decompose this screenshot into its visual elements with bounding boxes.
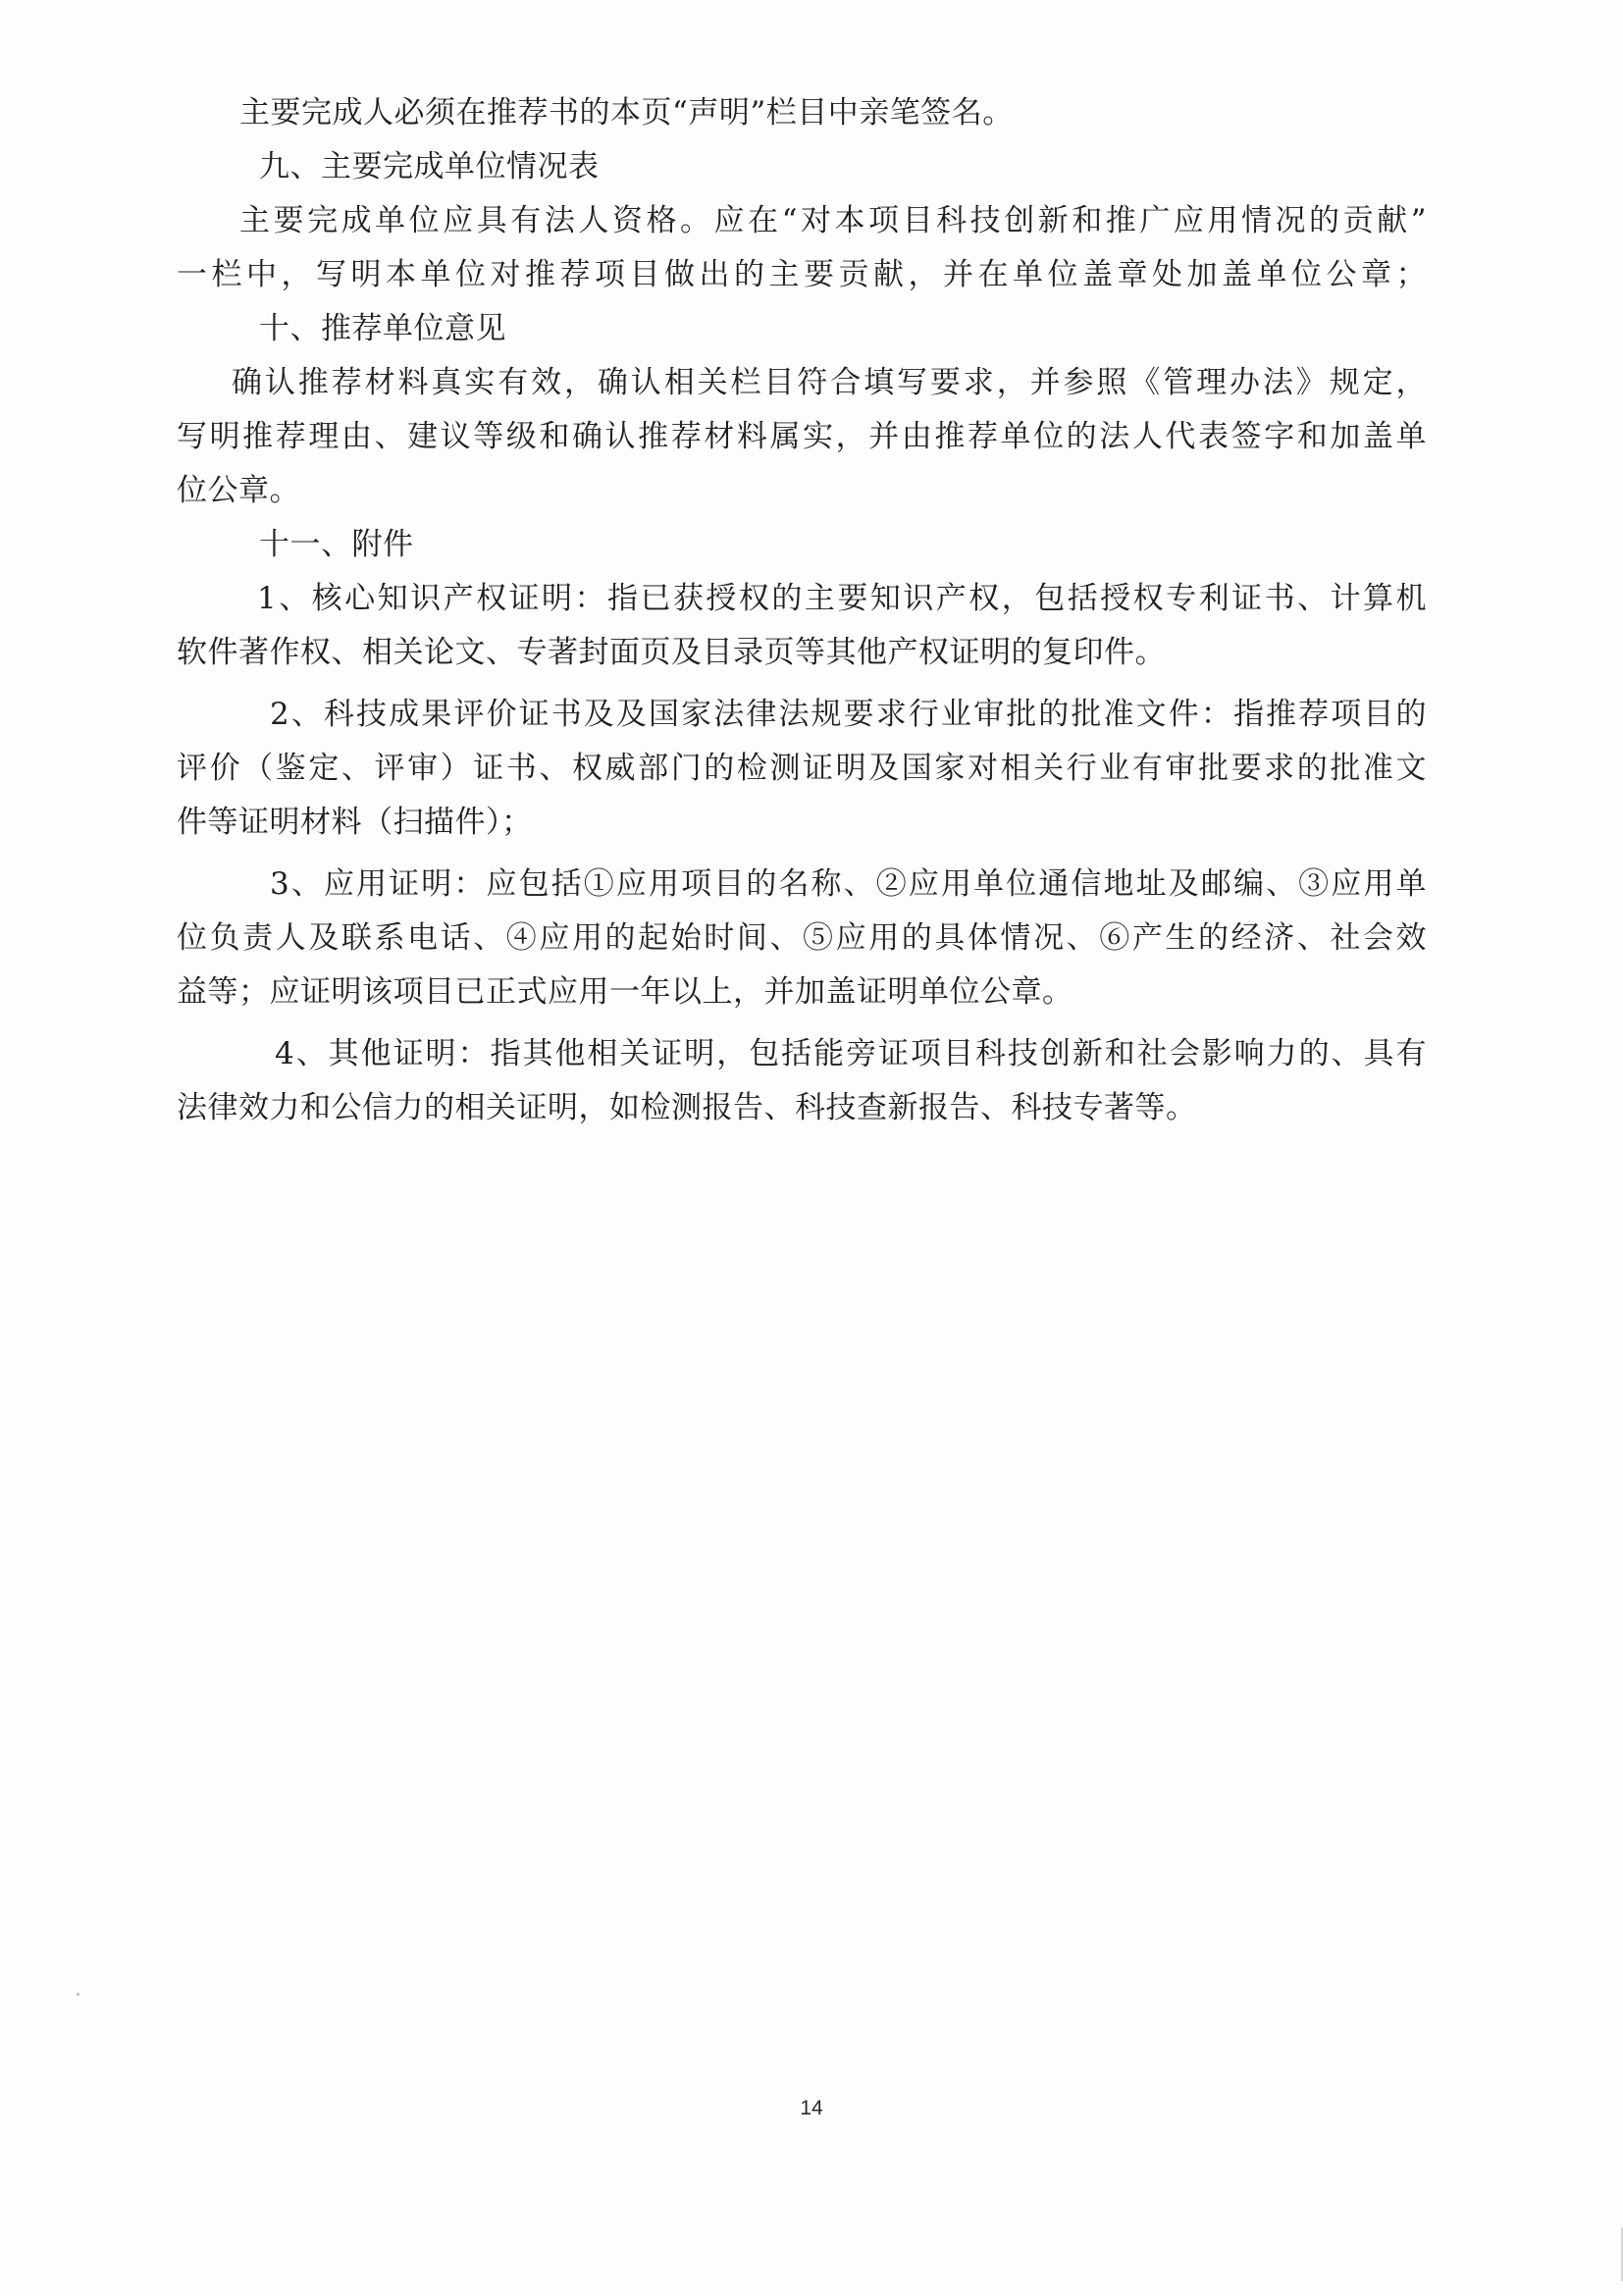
attachment-item-2: 2、科技成果评价证书及及国家法律法规要求行业审批的批准文件：指推荐项目的 (270, 697, 1427, 732)
paragraph-recommendation-end: 位公章。 (177, 473, 300, 508)
attachment-item-2-cont: 评价（鉴定、评审）证书、权威部门的检测证明及国家对相关行业有审批要求的批准文 (177, 751, 1427, 786)
attachment-item-1-cont: 软件著作权、相关论文、专著封面页及目录页等其他产权证明的复印件。 (177, 635, 1166, 670)
page-number: 14 (800, 2097, 823, 2119)
paragraph-recommendation-cont: 写明推荐理由、建议等级和确认推荐材料属实，并由推荐单位的法人代表签字和加盖单 (177, 419, 1427, 454)
attachment-item-3: 3、应用证明：应包括①应用项目的名称、②应用单位通信地址及邮编、③应用单 (270, 866, 1427, 902)
attachment-item-4-cont: 法律效力和公信力的相关证明，如检测报告、科技查新报告、科技专著等。 (177, 1090, 1197, 1125)
paragraph-unit-qualification-cont: 一栏中，写明本单位对推荐项目做出的主要贡献，并在单位盖章处加盖单位公章； (177, 257, 1427, 292)
attachment-item-3-end: 益等；应证明该项目已正式应用一年以上，并加盖证明单位公章。 (177, 974, 1073, 1010)
attachment-item-4: 4、其他证明：指其他相关证明，包括能旁证项目科技创新和社会影响力的、具有 (275, 1036, 1427, 1071)
attachment-item-1: 1、核心知识产权证明：指已获授权的主要知识产权，包括授权专利证书、计算机 (257, 581, 1427, 616)
paragraph-recommendation: 确认推荐材料真实有效，确认相关栏目符合填写要求，并参照《管理办法》规定， (232, 365, 1427, 400)
section-heading-10: 十、推荐单位意见 (259, 311, 506, 346)
scan-speck (77, 1993, 79, 1996)
section-heading-11: 十一、附件 (259, 527, 414, 562)
section-heading-9: 九、主要完成单位情况表 (259, 149, 600, 184)
attachment-item-3-cont: 位负责人及联系电话、④应用的起始时间、⑤应用的具体情况、⑥产生的经济、社会效 (177, 920, 1427, 956)
paragraph-signature-requirement: 主要完成人必须在推荐书的本页“声明”栏目中亲笔签名。 (239, 95, 1014, 130)
attachment-item-2-end: 件等证明材料（扫描件）； (177, 805, 533, 840)
paragraph-unit-qualification: 主要完成单位应具有法人资格。应在“对本项目科技创新和推广应用情况的贡献” (239, 203, 1427, 238)
document-body (177, 86, 1427, 1135)
